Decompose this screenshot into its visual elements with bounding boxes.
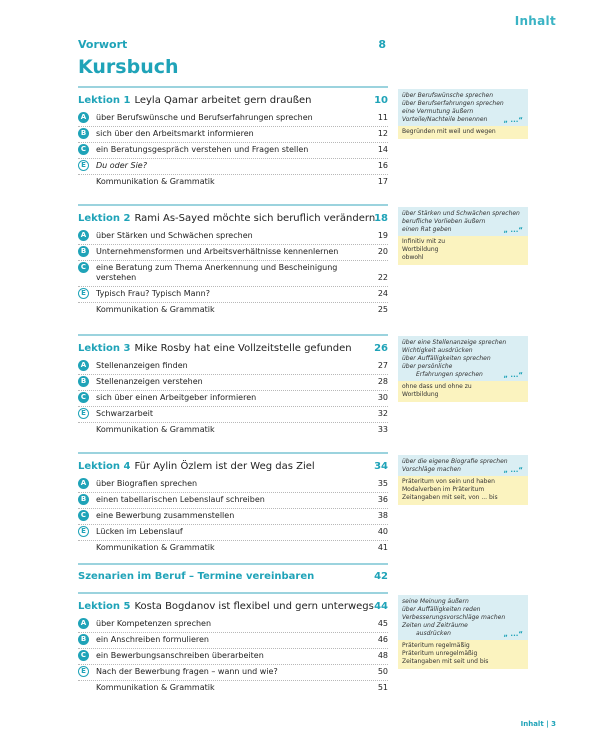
side-line: Verbesserungsvorschläge machen (402, 614, 506, 621)
item-text: ein Anschreiben formulieren (96, 635, 210, 644)
side-line: eine Vermutung äußern (402, 108, 474, 115)
list-item[interactable] (78, 261, 388, 287)
item-page: 25 (377, 305, 388, 314)
item-page: 19 (377, 231, 388, 240)
lesson-4 (78, 452, 388, 556)
quote-icon: „ ...“ (503, 466, 523, 474)
side-line: Zeitangaben mit seit, von ... bis (402, 494, 498, 501)
list-item[interactable] (78, 681, 388, 696)
item-text: Kommunikation & Grammatik (96, 683, 215, 692)
kursbuch-title: Kursbuch (78, 56, 179, 78)
item-text: über Stärken und Schwächen sprechen (96, 231, 253, 240)
item-page: 17 (377, 177, 388, 186)
badge-e-icon: E (78, 160, 89, 171)
item-text: Du oder Sie? (96, 161, 147, 170)
list-item[interactable] (78, 127, 388, 143)
vorwort-page: 8 (378, 38, 386, 51)
side-line: obwohl (402, 254, 424, 261)
szenarien-entry[interactable] (78, 563, 388, 582)
badge-a-icon: A (78, 230, 89, 241)
badge-a-icon: A (78, 360, 89, 371)
list-item[interactable] (78, 509, 388, 525)
lesson-divider (78, 592, 388, 594)
list-item[interactable] (78, 665, 388, 681)
item-page: 16 (377, 161, 388, 170)
lesson-title: Kosta Bogdanov ist flexibel und gern unterwegs (134, 601, 374, 612)
header-title: Inhalt (514, 14, 556, 28)
badge-e-icon: E (78, 288, 89, 299)
item-page: 41 (377, 543, 388, 552)
lesson-heading[interactable] (78, 461, 388, 477)
szenarien-page: 42 (374, 571, 388, 582)
list-item[interactable] (78, 229, 388, 245)
side-line: über Auffälligkeiten reden (402, 606, 481, 613)
side-line: über Berufswünsche sprechen (402, 92, 494, 99)
badge-e-icon: E (78, 408, 89, 419)
quote-icon: „ ...“ (503, 630, 523, 638)
item-page: 27 (377, 361, 388, 370)
side-line: einen Rat geben (402, 226, 452, 233)
list-item[interactable] (78, 423, 388, 438)
side-box-blue (398, 455, 528, 476)
list-item[interactable] (78, 617, 388, 633)
item-page: 50 (377, 667, 388, 676)
side-line: Präteritum von sein und haben (402, 478, 495, 485)
item-text: über Berufswünsche und Berufserfahrungen sprechen (96, 113, 313, 122)
lesson-divider (78, 204, 388, 206)
side-line: ausdrücken (416, 630, 451, 637)
item-page: 32 (377, 409, 388, 418)
lesson-page: 44 (374, 601, 388, 612)
lesson-page: 18 (374, 213, 388, 224)
lesson-page: 10 (374, 95, 388, 106)
item-page: 24 (377, 289, 388, 298)
footer-separator: | (546, 720, 549, 728)
badge-e-icon: E (78, 666, 89, 677)
lesson-page: 34 (374, 461, 388, 472)
item-page: 22 (377, 273, 388, 282)
item-text: Unternehmensformen und Arbeitsverhältnisse kennenlernen (96, 247, 339, 256)
quote-icon: „ ...“ (503, 371, 523, 379)
list-item[interactable] (78, 111, 388, 127)
side-box-yellow (398, 381, 528, 402)
side-line: Modalverben im Präteritum (402, 486, 485, 493)
szenarien-title: Szenarien im Beruf – Termine vereinbaren (78, 571, 315, 582)
side-line: über Stärken und Schwächen sprechen (402, 210, 520, 217)
side-box-yellow (398, 126, 528, 139)
badge-a-icon: A (78, 618, 89, 629)
lesson-heading[interactable] (78, 343, 388, 359)
lesson-label: Lektion 2 (78, 213, 131, 224)
list-item[interactable] (78, 159, 388, 175)
side-box-blue (398, 89, 528, 126)
side-line: über die eigene Biografie sprechen (402, 458, 508, 465)
item-text: Schwarzarbeit (96, 409, 154, 418)
side-box-blue (398, 207, 528, 236)
list-item[interactable] (78, 407, 388, 423)
badge-b-icon: B (78, 246, 89, 257)
lesson-title: Leyla Qamar arbeitet gern draußen (134, 95, 312, 106)
item-text: eine Bewerbung zusammenstellen (96, 511, 235, 520)
list-item[interactable] (78, 649, 388, 665)
item-page: 11 (377, 113, 388, 122)
badge-c-icon: C (78, 392, 89, 403)
item-text: über Biografien sprechen (96, 479, 198, 488)
list-item[interactable] (78, 175, 388, 190)
item-page: 45 (377, 619, 388, 628)
lesson-title: Mike Rosby hat eine Vollzeitstelle gefunden (134, 343, 352, 354)
list-item[interactable] (78, 477, 388, 493)
badge-c-icon: C (78, 510, 89, 521)
page-footer (521, 720, 556, 728)
lesson-heading[interactable] (78, 95, 388, 111)
item-text: einen tabellarischen Lebenslauf schreiben (96, 495, 265, 504)
item-text: Kommunikation & Grammatik (96, 305, 215, 314)
lesson-label: Lektion 1 (78, 95, 131, 106)
item-page: 20 (377, 247, 388, 256)
badge-e-icon: E (78, 526, 89, 537)
item-page: 38 (377, 511, 388, 520)
side-line: berufliche Vorlieben äußern (402, 218, 486, 225)
side-line: seine Meinung äußern (402, 598, 469, 605)
badge-c-icon: C (78, 144, 89, 155)
footer-label: Inhalt (520, 720, 544, 728)
lesson-heading[interactable] (78, 213, 388, 229)
badge-b-icon: B (78, 634, 89, 645)
side-line: Wichtigkeit ausdrücken (402, 347, 473, 354)
lesson-page: 26 (374, 343, 388, 354)
list-item[interactable] (78, 541, 388, 556)
item-text: sich über einen Arbeitgeber informieren (96, 393, 257, 402)
badge-b-icon: B (78, 376, 89, 387)
szenarien-divider (78, 563, 388, 565)
list-item[interactable] (78, 245, 388, 261)
badge-c-icon: C (78, 262, 89, 273)
list-item[interactable] (78, 525, 388, 541)
item-text: ein Beratungsgespräch verstehen und Fragen stellen (96, 145, 309, 154)
item-text: sich über den Arbeitsmarkt informieren (96, 129, 254, 138)
list-item[interactable] (78, 391, 388, 407)
footer-page-number: 3 (551, 720, 556, 728)
side-box-lesson-2 (398, 207, 528, 265)
lesson-title: Rami As-Sayed möchte sich beruflich verändern (134, 213, 376, 224)
item-text: Lücken im Lebenslauf (96, 527, 183, 536)
item-text: Typisch Frau? Typisch Mann? (96, 289, 210, 298)
list-item[interactable] (78, 493, 388, 509)
lesson-heading[interactable] (78, 601, 388, 617)
item-text: Kommunikation & Grammatik (96, 177, 215, 186)
list-item[interactable] (78, 359, 388, 375)
side-box-lesson-1 (398, 89, 528, 139)
side-line: Zeiten und Zeiträume (402, 622, 468, 629)
badge-a-icon: A (78, 112, 89, 123)
item-text: Kommunikation & Grammatik (96, 425, 215, 434)
item-page: 51 (377, 683, 388, 692)
lesson-label: Lektion 4 (78, 461, 131, 472)
list-item[interactable] (78, 143, 388, 159)
item-page: 48 (377, 651, 388, 660)
list-item[interactable] (78, 303, 388, 318)
side-box-blue (398, 595, 528, 640)
quote-icon: „ ...“ (503, 226, 523, 234)
item-text: über Kompetenzen sprechen (96, 619, 212, 628)
lesson-2 (78, 204, 388, 318)
item-text: Stellenanzeigen finden (96, 361, 188, 370)
side-line: Präteritum regelmäßig (402, 642, 470, 649)
badge-b-icon: B (78, 128, 89, 139)
item-page: 14 (377, 145, 388, 154)
item-text: Kommunikation & Grammatik (96, 543, 215, 552)
side-box-yellow (398, 236, 528, 265)
side-line: über Berufserfahrungen sprechen (402, 100, 504, 107)
lesson-5 (78, 592, 388, 696)
side-box-blue (398, 336, 528, 381)
list-item[interactable] (78, 375, 388, 391)
lesson-label: Lektion 5 (78, 601, 131, 612)
side-line: Infinitiv mit zu (402, 238, 446, 245)
side-line: über persönliche (402, 363, 453, 370)
side-box-lesson-4 (398, 455, 528, 505)
vorwort-entry[interactable] (78, 38, 386, 51)
item-page: 33 (377, 425, 388, 434)
side-box-yellow (398, 476, 528, 505)
lesson-3 (78, 334, 388, 438)
side-box-lesson-3 (398, 336, 528, 402)
lesson-divider (78, 86, 388, 88)
item-page: 46 (377, 635, 388, 644)
lesson-divider (78, 334, 388, 336)
quote-icon: „ ...“ (503, 116, 523, 124)
badge-c-icon: C (78, 650, 89, 661)
side-line: über Auffälligkeiten sprechen (402, 355, 491, 362)
side-line: ohne dass und ohne zu (402, 383, 472, 390)
side-line: Erfahrungen sprechen (416, 371, 483, 378)
side-line: Wortbildung (402, 391, 439, 398)
badge-a-icon: A (78, 478, 89, 489)
list-item[interactable] (78, 287, 388, 303)
side-line: über eine Stellenanzeige sprechen (402, 339, 507, 346)
list-item[interactable] (78, 633, 388, 649)
item-text: eine Beratung zum Thema Anerkennung und Bescheinigung verstehen (96, 263, 338, 282)
side-box-lesson-5 (398, 595, 528, 669)
badge-b-icon: B (78, 494, 89, 505)
item-page: 28 (377, 377, 388, 386)
lesson-1 (78, 86, 388, 190)
item-page: 35 (377, 479, 388, 488)
item-page: 30 (377, 393, 388, 402)
side-line: Präteritum unregelmäßig (402, 650, 478, 657)
lesson-title: Für Aylin Özlem ist der Weg das Ziel (134, 461, 315, 472)
side-line: Vorteile/Nachteile benennen (402, 116, 488, 123)
vorwort-label: Vorwort (78, 38, 128, 51)
item-text: Nach der Bewerbung fragen – wann und wie? (96, 667, 278, 676)
side-line: Vorschläge machen (402, 466, 461, 473)
item-text: Stellenanzeigen verstehen (96, 377, 203, 386)
side-line: Begründen mit weil und wegen (402, 128, 496, 135)
lesson-label: Lektion 3 (78, 343, 131, 354)
item-page: 40 (377, 527, 388, 536)
item-page: 12 (377, 129, 388, 138)
item-page: 36 (377, 495, 388, 504)
side-line: Zeitangaben mit seit und bis (402, 658, 489, 665)
item-text: ein Bewerbungsanschreiben überarbeiten (96, 651, 264, 660)
lesson-divider (78, 452, 388, 454)
side-box-yellow (398, 640, 528, 669)
side-line: Wortbildung (402, 246, 439, 253)
